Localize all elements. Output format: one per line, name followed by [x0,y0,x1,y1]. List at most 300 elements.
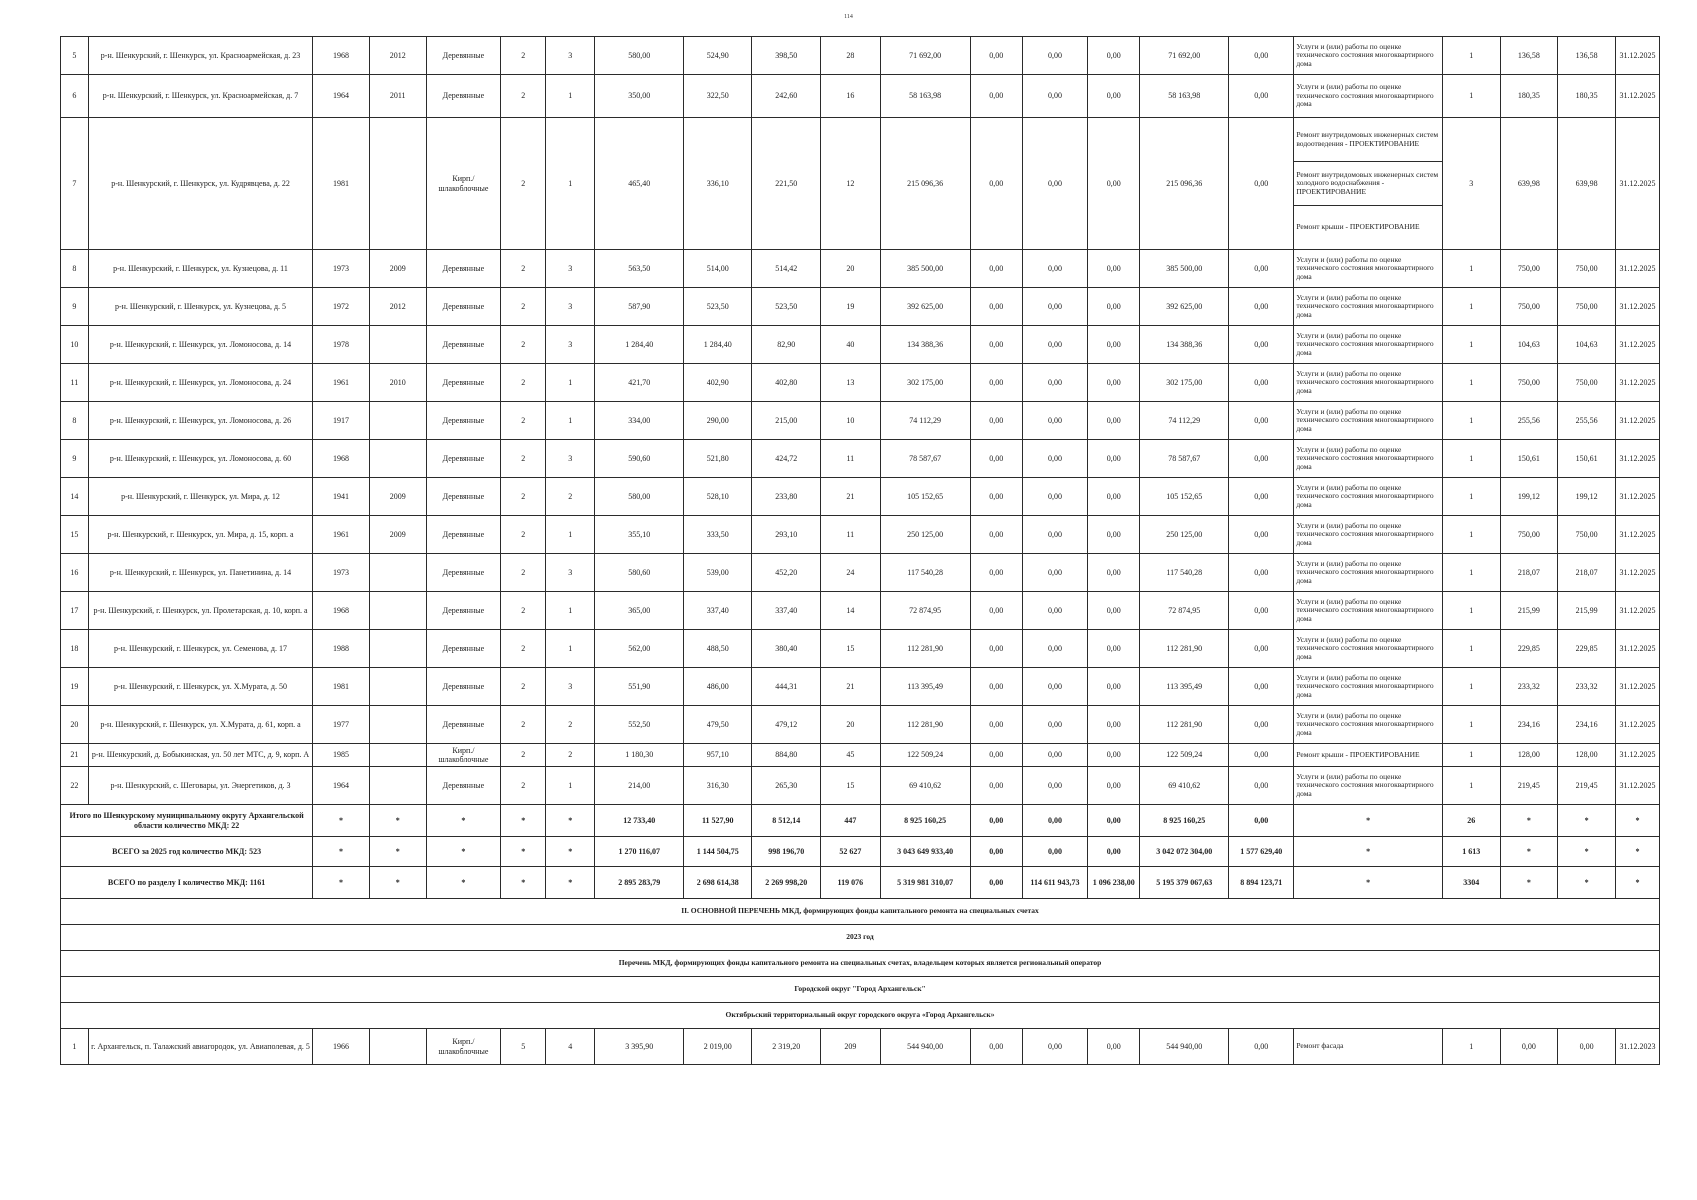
wall-material-cell: Деревянные [426,516,501,554]
star-cell: * [1615,837,1659,867]
address-cell: р-н. Шенкурский, г. Шенкурск, ул. Кузнецова, д. 11 [88,250,312,288]
star-cell: * [313,805,370,837]
entrances-cell: 1 [546,516,595,554]
regional-budget-cell: 0,00 [1022,554,1087,592]
star-cell: * [426,867,501,899]
row-number: 16 [61,554,89,592]
work-count-cell: 1 [1442,478,1500,516]
floors-cell: 2 [501,744,546,767]
table-row [61,364,1660,402]
total-area-cell: 580,00 [595,478,684,516]
regional-budget-cell: 0,00 [1022,805,1087,837]
fund-cell: 0,00 [970,118,1022,250]
regional-budget-cell: 0,00 [1022,706,1087,744]
wall-material-cell: Деревянные [426,75,501,118]
table-row [61,326,1660,364]
work-type-item: Ремонт внутридомовых инженерных систем водоотведения - ПРОЕКТИРОВАНИЕ [1294,118,1442,162]
floors-cell: 2 [501,326,546,364]
star-cell: * [1558,805,1616,837]
year-reconstruction-cell: 2009 [369,478,426,516]
work-type-cell: Ремонт фасада [1294,1029,1443,1065]
regional-budget-cell: 0,00 [1022,364,1087,402]
residential-area-cell: 333,50 [684,516,752,554]
max-unit-cost-cell: 750,00 [1558,250,1616,288]
table-row [61,706,1660,744]
residential-area-cell: 479,50 [684,706,752,744]
total-cost-cell: 250 125,00 [880,516,970,554]
regional-budget-cell: 0,00 [1022,630,1087,668]
owners-area-cell: 523,50 [752,288,820,326]
year-reconstruction-cell [369,630,426,668]
owners-funds-cell: 71 692,00 [1140,37,1229,75]
work-count-cell: 1 [1442,516,1500,554]
wall-material-cell: Деревянные [426,364,501,402]
residential-area-cell: 1 144 504,75 [684,837,752,867]
entrances-cell: 1 [546,75,595,118]
total-area-cell: 563,50 [595,250,684,288]
regional-budget-cell: 0,00 [1022,440,1087,478]
local-budget-cell: 0,00 [1088,837,1140,867]
star-cell: * [1500,837,1558,867]
owners-funds-cell: 544 940,00 [1140,1029,1229,1065]
entrances-cell: 1 [546,767,595,805]
local-budget-cell: 0,00 [1088,805,1140,837]
owners-funds-cell: 105 152,65 [1140,478,1229,516]
owners-area-cell: 8 512,14 [752,805,820,837]
residents-cell: 20 [820,250,880,288]
max-unit-cost-cell: 215,99 [1558,592,1616,630]
deadline-cell: 31.12.2025 [1615,250,1659,288]
local-budget-cell: 0,00 [1088,37,1140,75]
residential-area-cell: 316,30 [684,767,752,805]
row-number: 17 [61,592,89,630]
other-funds-cell: 0,00 [1229,744,1294,767]
residential-area-cell: 336,10 [684,118,752,250]
owners-area-cell: 444,31 [752,668,820,706]
unit-cost-cell: 128,00 [1500,744,1558,767]
residential-area-cell: 322,50 [684,75,752,118]
year-reconstruction-cell: 2009 [369,516,426,554]
owners-funds-cell: 215 096,36 [1140,118,1229,250]
owners-area-cell: 514,42 [752,250,820,288]
row-number: 8 [61,250,89,288]
star-cell: * [1615,867,1659,899]
entrances-cell: 1 [546,630,595,668]
deadline-cell: 31.12.2025 [1615,767,1659,805]
entrances-cell: 3 [546,554,595,592]
address-cell: р-н. Шенкурский, г. Шенкурск, ул. Красноармейская, д. 7 [88,75,312,118]
max-unit-cost-cell: 750,00 [1558,516,1616,554]
floors-cell: 2 [501,288,546,326]
work-type-cell: Услуги и (или) работы по оценке технического состояния многоквартирного дома [1294,37,1443,75]
other-funds-cell: 0,00 [1229,516,1294,554]
regional-budget-cell: 0,00 [1022,250,1087,288]
work-count-cell: 1 [1442,744,1500,767]
year-built-cell: 1966 [313,1029,370,1065]
work-type-item: Ремонт внутридомовых инженерных систем холодного водоснабжения - ПРОЕКТИРОВАНИЕ [1294,162,1442,206]
residential-area-cell: 402,90 [684,364,752,402]
local-budget-cell: 0,00 [1088,592,1140,630]
owners-funds-cell: 302 175,00 [1140,364,1229,402]
deadline-cell: 31.12.2025 [1615,554,1659,592]
register-sheet [60,36,1660,1065]
year-reconstruction-cell [369,1029,426,1065]
owners-funds-cell: 72 874,95 [1140,592,1229,630]
residents-cell: 15 [820,767,880,805]
local-budget-cell: 0,00 [1088,1029,1140,1065]
owners-area-cell: 82,90 [752,326,820,364]
wall-material-cell: Деревянные [426,440,501,478]
year-reconstruction-cell: 2009 [369,250,426,288]
section-header-row [61,925,1660,951]
unit-cost-cell: 219,45 [1500,767,1558,805]
local-budget-cell: 0,00 [1088,326,1140,364]
floors-cell: 5 [501,1029,546,1065]
fund-cell: 0,00 [970,440,1022,478]
fund-cell: 0,00 [970,744,1022,767]
floors-cell: 2 [501,478,546,516]
work-count-cell: 1 [1442,402,1500,440]
total-cost-cell: 69 410,62 [880,767,970,805]
deadline-cell: 31.12.2025 [1615,478,1659,516]
fund-cell: 0,00 [970,75,1022,118]
local-budget-cell: 0,00 [1088,402,1140,440]
residential-area-cell: 11 527,90 [684,805,752,837]
totals-label: Итого по Шенкурскому муниципальному округу Архангельской области количество МКД: 22 [61,805,313,837]
entrances-cell: 3 [546,37,595,75]
row-number: 15 [61,516,89,554]
total-area-cell: 551,90 [595,668,684,706]
table-row [61,516,1660,554]
address-cell: р-н. Шенкурский, г. Шенкурск, ул. Ломоносова, д. 14 [88,326,312,364]
fund-cell: 0,00 [970,592,1022,630]
residents-cell: 19 [820,288,880,326]
owners-funds-cell: 250 125,00 [1140,516,1229,554]
address-cell: р-н. Шенкурский, г. Шенкурск, ул. Кузнецова, д. 5 [88,288,312,326]
row-number: 9 [61,440,89,478]
address-cell: р-н. Шенкурский, д. Бобыкинская, ул. 50 лет МТС, д. 9, корп. А [88,744,312,767]
owners-area-cell: 221,50 [752,118,820,250]
residents-cell: 119 076 [820,867,880,899]
regional-budget-cell: 0,00 [1022,516,1087,554]
other-funds-cell: 0,00 [1229,364,1294,402]
max-unit-cost-cell: 128,00 [1558,744,1616,767]
entrances-cell: 3 [546,668,595,706]
row-number: 20 [61,706,89,744]
total-cost-cell: 74 112,29 [880,402,970,440]
deadline-cell: 31.12.2025 [1615,744,1659,767]
entrances-cell: 3 [546,326,595,364]
unit-cost-cell: 639,98 [1500,118,1558,250]
star-cell: * [1500,805,1558,837]
owners-funds-cell: 3 042 072 304,00 [1140,837,1229,867]
star-cell: * [369,805,426,837]
total-cost-cell: 134 388,36 [880,326,970,364]
residents-cell: 447 [820,805,880,837]
regional-budget-cell: 0,00 [1022,837,1087,867]
table-row [61,592,1660,630]
regional-budget-cell: 0,00 [1022,118,1087,250]
year-reconstruction-cell [369,440,426,478]
regional-budget-cell: 0,00 [1022,767,1087,805]
year-reconstruction-cell [369,554,426,592]
fund-cell: 0,00 [970,250,1022,288]
unit-cost-cell: 233,32 [1500,668,1558,706]
floors-cell: 2 [501,250,546,288]
work-count-cell: 1 [1442,326,1500,364]
residential-area-cell: 514,00 [684,250,752,288]
totals-row [61,805,1660,837]
row-number: 18 [61,630,89,668]
work-count-cell: 1 [1442,554,1500,592]
unit-cost-cell: 150,61 [1500,440,1558,478]
row-number: 1 [61,1029,89,1065]
owners-funds-cell: 385 500,00 [1140,250,1229,288]
unit-cost-cell: 750,00 [1500,250,1558,288]
total-cost-cell: 113 395,49 [880,668,970,706]
entrances-cell: 1 [546,364,595,402]
owners-area-cell: 452,20 [752,554,820,592]
section-header: Перечень МКД, формирующих фонды капитального ремонта на специальных счетах, владельцем которых является региональный оператор [61,951,1660,977]
wall-material-cell: Кирп./шлакоблочные [426,744,501,767]
unit-cost-cell: 104,63 [1500,326,1558,364]
fund-cell: 0,00 [970,706,1022,744]
max-unit-cost-cell: 229,85 [1558,630,1616,668]
star-cell: * [1294,805,1443,837]
deadline-cell: 31.12.2025 [1615,440,1659,478]
star-cell: * [1558,867,1616,899]
year-reconstruction-cell: 2012 [369,37,426,75]
fund-cell: 0,00 [970,478,1022,516]
owners-funds-cell: 8 925 160,25 [1140,805,1229,837]
year-built-cell: 1977 [313,706,370,744]
section-header-row [61,899,1660,925]
deadline-cell: 31.12.2025 [1615,118,1659,250]
row-number: 21 [61,744,89,767]
owners-funds-cell: 117 540,28 [1140,554,1229,592]
wall-material-cell: Деревянные [426,250,501,288]
owners-funds-cell: 392 625,00 [1140,288,1229,326]
fund-cell: 0,00 [970,288,1022,326]
unit-cost-cell: 218,07 [1500,554,1558,592]
table-body [61,37,1660,1065]
year-built-cell: 1941 [313,478,370,516]
residents-cell: 52 627 [820,837,880,867]
owners-area-cell: 884,80 [752,744,820,767]
regional-budget-cell: 0,00 [1022,592,1087,630]
row-number: 14 [61,478,89,516]
row-number: 7 [61,118,89,250]
owners-area-cell: 380,40 [752,630,820,668]
floors-cell: 2 [501,440,546,478]
residents-cell: 45 [820,744,880,767]
unit-cost-cell: 255,56 [1500,402,1558,440]
wall-material-cell: Деревянные [426,326,501,364]
work-type-cell: Услуги и (или) работы по оценке технического состояния многоквартирного дома [1294,706,1443,744]
fund-cell: 0,00 [970,837,1022,867]
max-unit-cost-cell: 233,32 [1558,668,1616,706]
address-cell: р-н. Шенкурский, г. Шенкурск, ул. Х.Мурата, д. 61, корп. а [88,706,312,744]
work-count-cell: 1 [1442,630,1500,668]
total-area-cell: 465,40 [595,118,684,250]
local-budget-cell: 0,00 [1088,75,1140,118]
star-cell: * [426,837,501,867]
table-row [61,75,1660,118]
residential-area-cell: 290,00 [684,402,752,440]
wall-material-cell: Кирп./шлакоблочные [426,1029,501,1065]
wall-material-cell: Деревянные [426,630,501,668]
work-count-cell: 3304 [1442,867,1500,899]
residents-cell: 209 [820,1029,880,1065]
total-cost-cell: 544 940,00 [880,1029,970,1065]
year-built-cell: 1961 [313,516,370,554]
regional-budget-cell: 0,00 [1022,75,1087,118]
total-cost-cell: 78 587,67 [880,440,970,478]
row-number: 5 [61,37,89,75]
regional-budget-cell: 0,00 [1022,1029,1087,1065]
total-area-cell: 365,00 [595,592,684,630]
unit-cost-cell: 750,00 [1500,516,1558,554]
work-count-cell: 1 [1442,288,1500,326]
address-cell: р-н. Шенкурский, с. Шеговары, ул. Энергетиков, д. 3 [88,767,312,805]
address-cell: р-н. Шенкурский, г. Шенкурск, ул. Мира, д. 15, корп. а [88,516,312,554]
work-type-cell: Услуги и (или) работы по оценке технического состояния многоквартирного дома [1294,288,1443,326]
floors-cell: 2 [501,364,546,402]
star-cell: * [1615,805,1659,837]
floors-cell: 2 [501,668,546,706]
regional-budget-cell: 0,00 [1022,37,1087,75]
other-funds-cell: 1 577 629,40 [1229,837,1294,867]
wall-material-cell: Кирп./шлакоблочные [426,118,501,250]
owners-area-cell: 242,60 [752,75,820,118]
entrances-cell: 3 [546,250,595,288]
total-area-cell: 2 895 283,79 [595,867,684,899]
capital-repair-table [60,36,1660,1065]
owners-area-cell: 265,30 [752,767,820,805]
fund-cell: 0,00 [970,37,1022,75]
total-area-cell: 421,70 [595,364,684,402]
address-cell: р-н. Шенкурский, г. Шенкурск, ул. Красноармейская, д. 23 [88,37,312,75]
local-budget-cell: 0,00 [1088,630,1140,668]
other-funds-cell: 0,00 [1229,630,1294,668]
year-reconstruction-cell [369,592,426,630]
table-row [61,1029,1660,1065]
max-unit-cost-cell: 0,00 [1558,1029,1616,1065]
section-header: Октябрьский территориальный округ городского округа «Город Архангельск» [61,1003,1660,1029]
local-budget-cell: 0,00 [1088,554,1140,592]
address-cell: р-н. Шенкурский, г. Шенкурск, ул. Х.Мурата, д. 50 [88,668,312,706]
residents-cell: 24 [820,554,880,592]
address-cell: р-н. Шенкурский, г. Шенкурск, ул. Кудрявцева, д. 22 [88,118,312,250]
wall-material-cell: Деревянные [426,592,501,630]
owners-area-cell: 479,12 [752,706,820,744]
unit-cost-cell: 180,35 [1500,75,1558,118]
residential-area-cell: 2 698 614,38 [684,867,752,899]
owners-area-cell: 998 196,70 [752,837,820,867]
residents-cell: 14 [820,592,880,630]
work-count-cell: 1 [1442,668,1500,706]
table-row [61,37,1660,75]
regional-budget-cell: 114 611 943,73 [1022,867,1087,899]
residents-cell: 11 [820,440,880,478]
wall-material-cell: Деревянные [426,668,501,706]
unit-cost-cell: 0,00 [1500,1029,1558,1065]
year-built-cell: 1985 [313,744,370,767]
unit-cost-cell: 215,99 [1500,592,1558,630]
fund-cell: 0,00 [970,767,1022,805]
residents-cell: 21 [820,478,880,516]
local-budget-cell: 0,00 [1088,668,1140,706]
deadline-cell: 31.12.2025 [1615,592,1659,630]
table-row [61,744,1660,767]
year-reconstruction-cell [369,668,426,706]
work-type-cell: Услуги и (или) работы по оценке технического состояния многоквартирного дома [1294,554,1443,592]
regional-budget-cell: 0,00 [1022,402,1087,440]
residential-area-cell: 1 284,40 [684,326,752,364]
year-built-cell: 1978 [313,326,370,364]
local-budget-cell: 0,00 [1088,767,1140,805]
star-cell: * [369,867,426,899]
fund-cell: 0,00 [970,364,1022,402]
section-header-row [61,1003,1660,1029]
owners-area-cell: 215,00 [752,402,820,440]
max-unit-cost-cell: 255,56 [1558,402,1616,440]
owners-area-cell: 293,10 [752,516,820,554]
owners-area-cell: 2 319,20 [752,1029,820,1065]
work-type-cell: Ремонт крыши - ПРОЕКТИРОВАНИЕ [1294,744,1443,767]
owners-funds-cell: 58 163,98 [1140,75,1229,118]
year-reconstruction-cell [369,326,426,364]
address-cell: г. Архангельск, п. Талажский авиагородок, ул. Авиаполевая, д. 5 [88,1029,312,1065]
table-row [61,478,1660,516]
total-area-cell: 580,60 [595,554,684,592]
work-type-cell [1294,118,1443,250]
max-unit-cost-cell: 104,63 [1558,326,1616,364]
year-built-cell: 1964 [313,767,370,805]
other-funds-cell: 0,00 [1229,402,1294,440]
total-area-cell: 1 180,30 [595,744,684,767]
regional-budget-cell: 0,00 [1022,668,1087,706]
total-area-cell: 3 395,90 [595,1029,684,1065]
total-cost-cell: 8 925 160,25 [880,805,970,837]
star-cell: * [546,837,595,867]
total-cost-cell: 58 163,98 [880,75,970,118]
star-cell: * [1500,867,1558,899]
total-area-cell: 355,10 [595,516,684,554]
regional-budget-cell: 0,00 [1022,288,1087,326]
local-budget-cell: 0,00 [1088,706,1140,744]
owners-area-cell: 398,50 [752,37,820,75]
owners-funds-cell: 74 112,29 [1140,402,1229,440]
total-area-cell: 552,50 [595,706,684,744]
page-number: 114 [844,14,853,20]
row-number: 8 [61,402,89,440]
floors-cell: 2 [501,706,546,744]
total-cost-cell: 105 152,65 [880,478,970,516]
local-budget-cell: 0,00 [1088,250,1140,288]
work-type-cell: Услуги и (или) работы по оценке технического состояния многоквартирного дома [1294,516,1443,554]
section-header-row [61,951,1660,977]
total-area-cell: 1 284,40 [595,326,684,364]
year-built-cell: 1988 [313,630,370,668]
residents-cell: 16 [820,75,880,118]
wall-material-cell: Деревянные [426,402,501,440]
total-cost-cell: 302 175,00 [880,364,970,402]
year-reconstruction-cell [369,706,426,744]
total-cost-cell: 3 043 649 933,40 [880,837,970,867]
address-cell: р-н. Шенкурский, г. Шенкурск, ул. Пролетарская, д. 10, корп. а [88,592,312,630]
residential-area-cell: 524,90 [684,37,752,75]
